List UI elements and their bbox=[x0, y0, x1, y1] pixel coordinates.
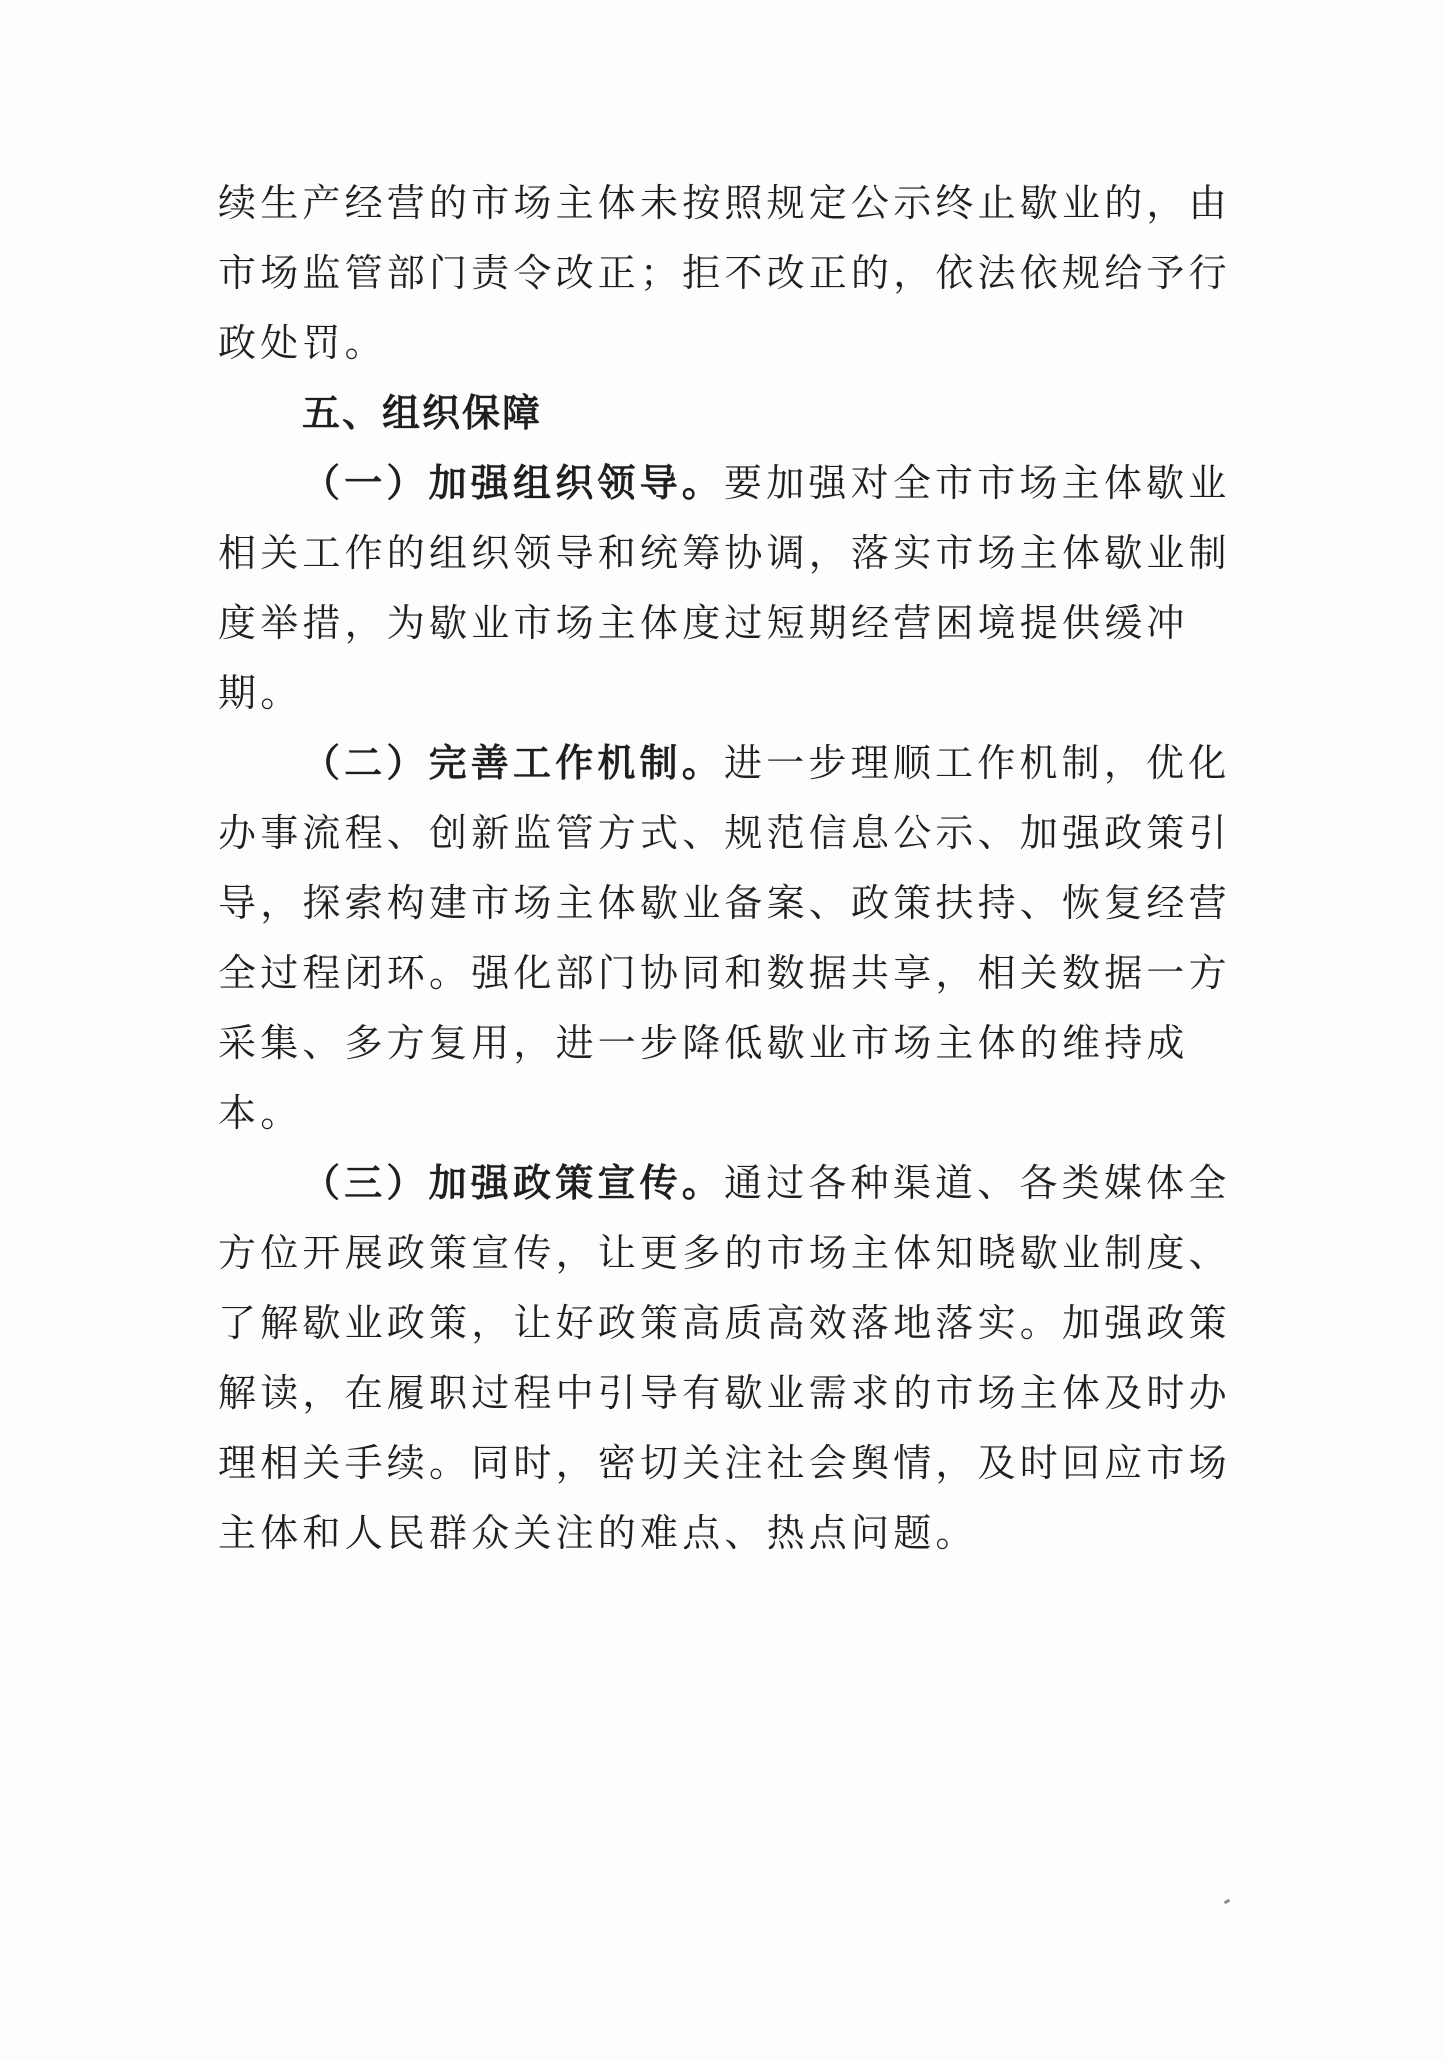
paragraph-item-3 bbox=[218, 1148, 1258, 1568]
section-heading-organization-guarantee: 五、组织保障 bbox=[302, 391, 543, 435]
item-3-lead: （三）加强政策宣传。 bbox=[302, 1161, 725, 1205]
item-2-lead: （二）完善工作机制。 bbox=[302, 741, 725, 785]
item-2-text: 进一步理顺工作机制，优化办事流程、创新监管方式、规范信息公示、加强政策引导，探索构建市场主体歇业备案、政策扶持、恢复经营全过程闭环。强化部门协同和数据共享，相关数据一方采集、多方复用，进一步降低歇业市场主体的维持成本。 bbox=[218, 741, 1231, 1135]
scan-speck bbox=[1224, 1899, 1231, 1905]
paragraph-item-2 bbox=[218, 728, 1258, 1148]
paragraph-item-1 bbox=[218, 448, 1258, 728]
item-1-lead: （一）加强组织领导。 bbox=[302, 461, 725, 505]
item-3-text: 通过各种渠道、各类媒体全方位开展政策宣传，让更多的市场主体知晓歇业制度、了解歇业政策，让好政策高质高效落地落实。加强政策解读，在履职过程中引导有歇业需求的市场主体及时办理相关手续。同时，密切关注社会舆情，及时回应市场主体和人民群众关注的难点、热点问题。 bbox=[218, 1161, 1231, 1555]
item-1-text: 要加强对全市市场主体歇业相关工作的组织领导和统筹协调，落实市场主体歇业制度举措，为歇业市场主体度过短期经营困境提供缓冲期。 bbox=[218, 461, 1231, 715]
document-body bbox=[218, 168, 1258, 1568]
paragraph-continuation: 续生产经营的市场主体未按照规定公示终止歇业的，由市场监管部门责令改正；拒不改正的，依法依规给予行政处罚。 bbox=[218, 181, 1231, 365]
